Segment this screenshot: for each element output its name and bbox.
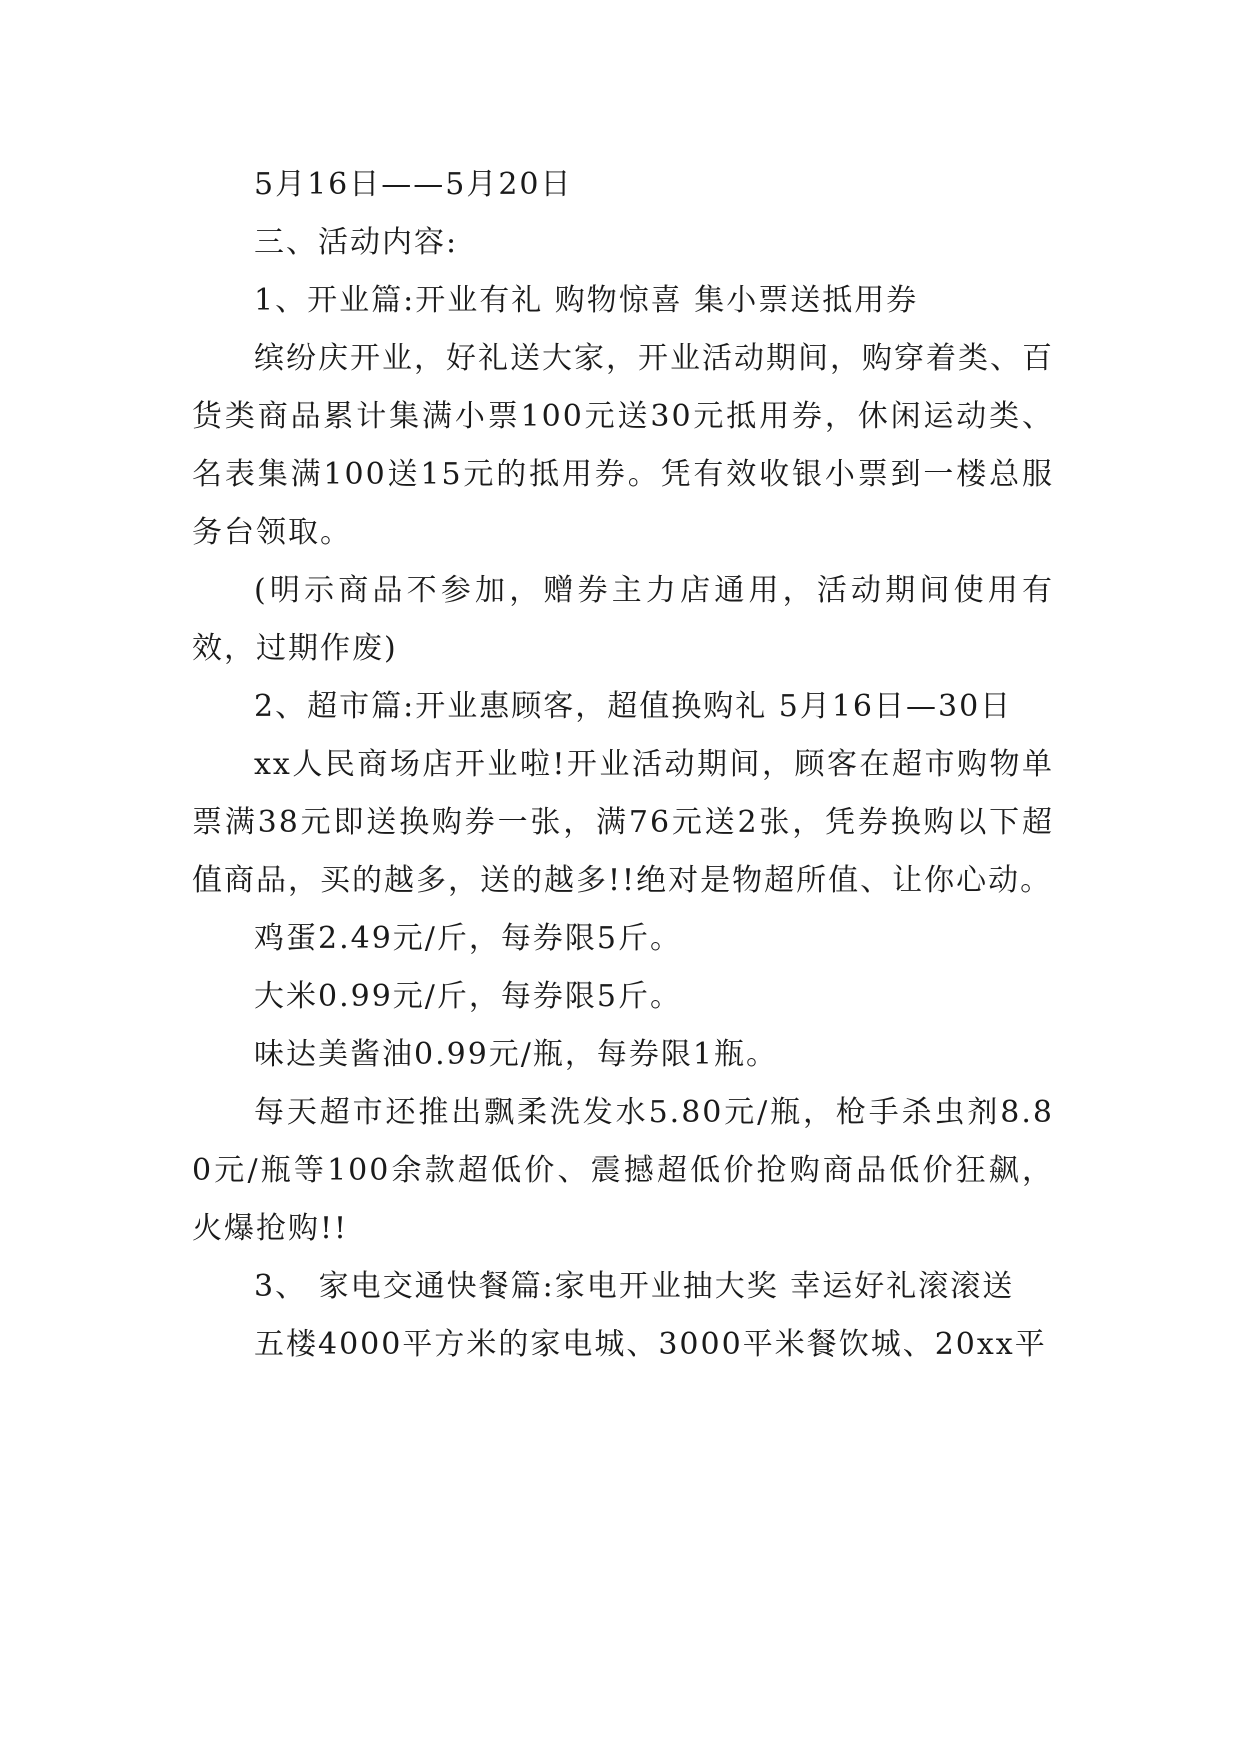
paragraph-fifth-floor: 五楼4000平方米的家电城、3000平米餐饮城、20xx平 xyxy=(254,1327,1047,1362)
paragraph-daily-deals: 每天超市还推出飘柔洗发水5.80元/瓶，枪手杀虫剂8.80元/瓶等100余款超低价、震撼超低价抢购商品低价狂飙，火爆抢购!! xyxy=(192,1095,1054,1246)
heading-supermarket-section: 2、超市篇:开业惠顾客，超值换购礼 5月16日—30日 xyxy=(254,689,1013,724)
heading-appliance-section: 3、 家电交通快餐篇:家电开业抽大奖 幸运好礼滚滚送 xyxy=(254,1269,1015,1304)
paragraph-item-eggs: 鸡蛋2.49元/斤，每券限5斤。 xyxy=(254,921,682,956)
paragraph-opening-gifts: 缤纷庆开业，好礼送大家，开业活动期间，购穿着类、百货类商品累计集满小票100元送30元抵用券，休闲运动类、名表集满100送15元的抵用券。凭有效收银小票到一楼总服务台领取。 xyxy=(192,341,1054,550)
paragraph-item-rice: 大米0.99元/斤，每券限5斤。 xyxy=(254,979,682,1014)
document-body xyxy=(192,156,1054,1374)
paragraph-item-soy-sauce: 味达美酱油0.99元/瓶，每券限1瓶。 xyxy=(254,1037,778,1072)
heading-opening-section: 1、开业篇:开业有礼 购物惊喜 集小票送抵用券 xyxy=(254,283,919,318)
paragraph-supermarket-offer: xx人民商场店开业啦!开业活动期间，顾客在超市购物单票满38元即送换购券一张，满76元送2张，凭券换购以下超值商品，买的越多，送的越多!!绝对是物超所值、让你心动。 xyxy=(192,747,1054,898)
heading-activity-content: 三、活动内容: xyxy=(254,225,459,260)
paragraph-date-range: 5月16日——5月20日 xyxy=(254,167,573,202)
paragraph-opening-note: (明示商品不参加，赠券主力店通用，活动期间使用有效，过期作废) xyxy=(192,573,1054,666)
